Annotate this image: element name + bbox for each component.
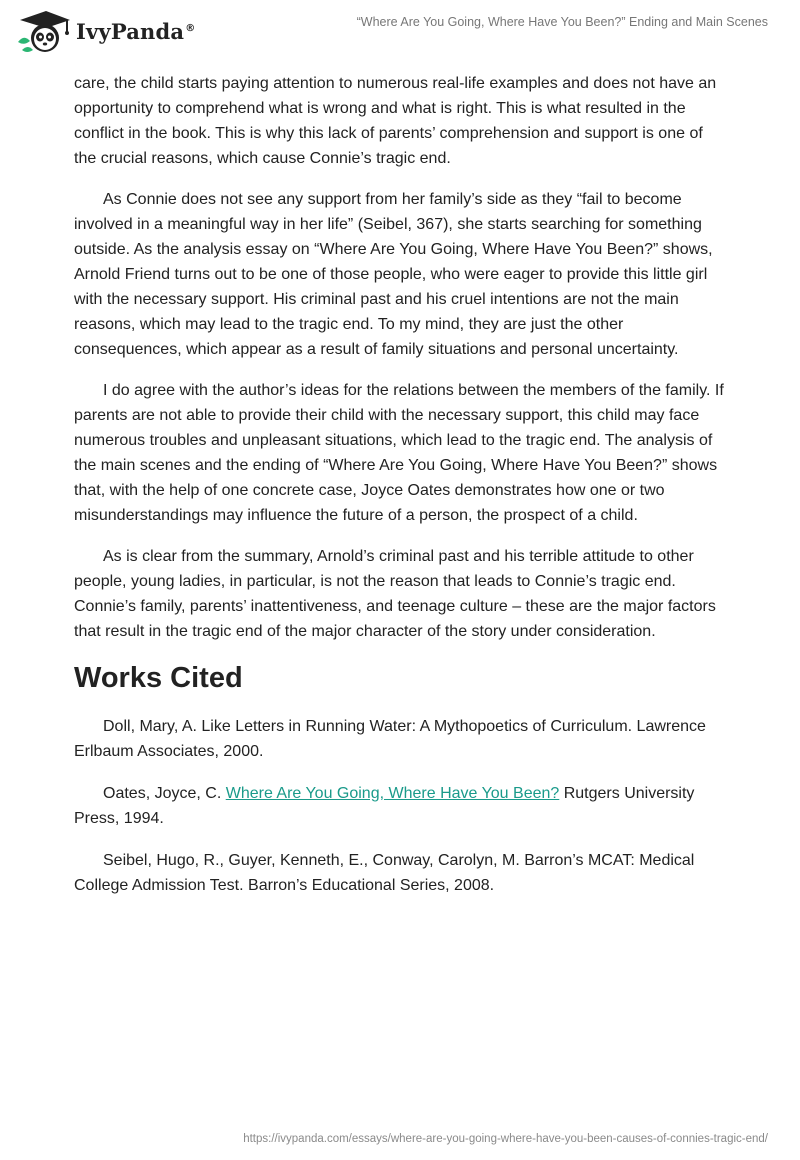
registered-mark: ® [185, 22, 196, 34]
body-paragraph-2: As Connie does not see any support from her family’s side as they “fail to become involved in a meaningful way in her life” (Seibel, 367), she starts searching for something outside. As the analysis essay on “Where Are You Going, Where Have You Been?” shows, Arnold Friend turns out to be one of those people, who were eager to provide this little girl with the necessary support. His criminal past and his cruel intentions are not the main reasons, which may lead to the tragic end. To my mind, they are just the other consequences, which appear as a result of family situations and personal uncertainty. [74, 191, 713, 358]
brand-name: IvyPanda® [76, 18, 196, 44]
body-paragraph-4: As is clear from the summary, Arnold’s criminal past and his terrible attitude to other people, young ladies, in particular, is not the reason that leads to Connie’s tragic end. Connie’s family, parents’ inattentiveness, and teenage culture – these are the major factors that result in the tragic end of the major character of the story under consideration. [74, 548, 716, 640]
citation-oates [74, 781, 726, 831]
panda-graduate-logo-icon [14, 8, 72, 54]
page-header [0, 0, 800, 62]
citation-oates-author: Oates, Joyce, C. [103, 785, 226, 802]
source-url: https://ivypanda.com/essays/where-are-you-going-where-have-you-been-causes-of-connies-tragic-end/ [243, 1133, 768, 1145]
works-cited-heading: Works Cited [74, 662, 243, 694]
citation-seibel: Seibel, Hugo, R., Guyer, Kenneth, E., Conway, Carolyn, M. Barron’s MCAT: Medical College Admission Test. Barron’s Educational Series, 2008. [74, 852, 695, 894]
essay-content [74, 71, 726, 915]
citation-doll: Doll, Mary, A. Like Letters in Running Water: A Mythopoetics of Curriculum. Lawrence Erlbaum Associates, 2000. [74, 718, 706, 760]
body-paragraph-1: care, the child starts paying attention to numerous real-life examples and does not have an opportunity to comprehend what is wrong and what is right. This is what resulted in the conflict in the book. This is why this lack of parents’ comprehension and support is one of the crucial reasons, which cause Connie’s tragic end. [74, 75, 717, 167]
citation-oates-publisher: Rutgers University Press, 1994. [74, 785, 695, 827]
citation-oates-link[interactable]: Where Are You Going, Where Have You Been? [225, 785, 560, 802]
document-title: “Where Are You Going, Where Have You Been?” Ending and Main Scenes [356, 15, 768, 29]
body-paragraph-3: I do agree with the author’s ideas for the relations between the members of the family. If parents are not able to provide their child with the necessary support, this child may face numerous troubles and unpleasant situations, which lead to the tragic end. The analysis of the main scenes and the ending of “Where Are You Going, Where Have You Been?” shows that, with the help of one concrete case, Joyce Oates demonstrates how one or two misunderstandings may influence the future of a person, the prospect of a child. [74, 382, 724, 524]
brand-logo[interactable] [14, 8, 195, 54]
